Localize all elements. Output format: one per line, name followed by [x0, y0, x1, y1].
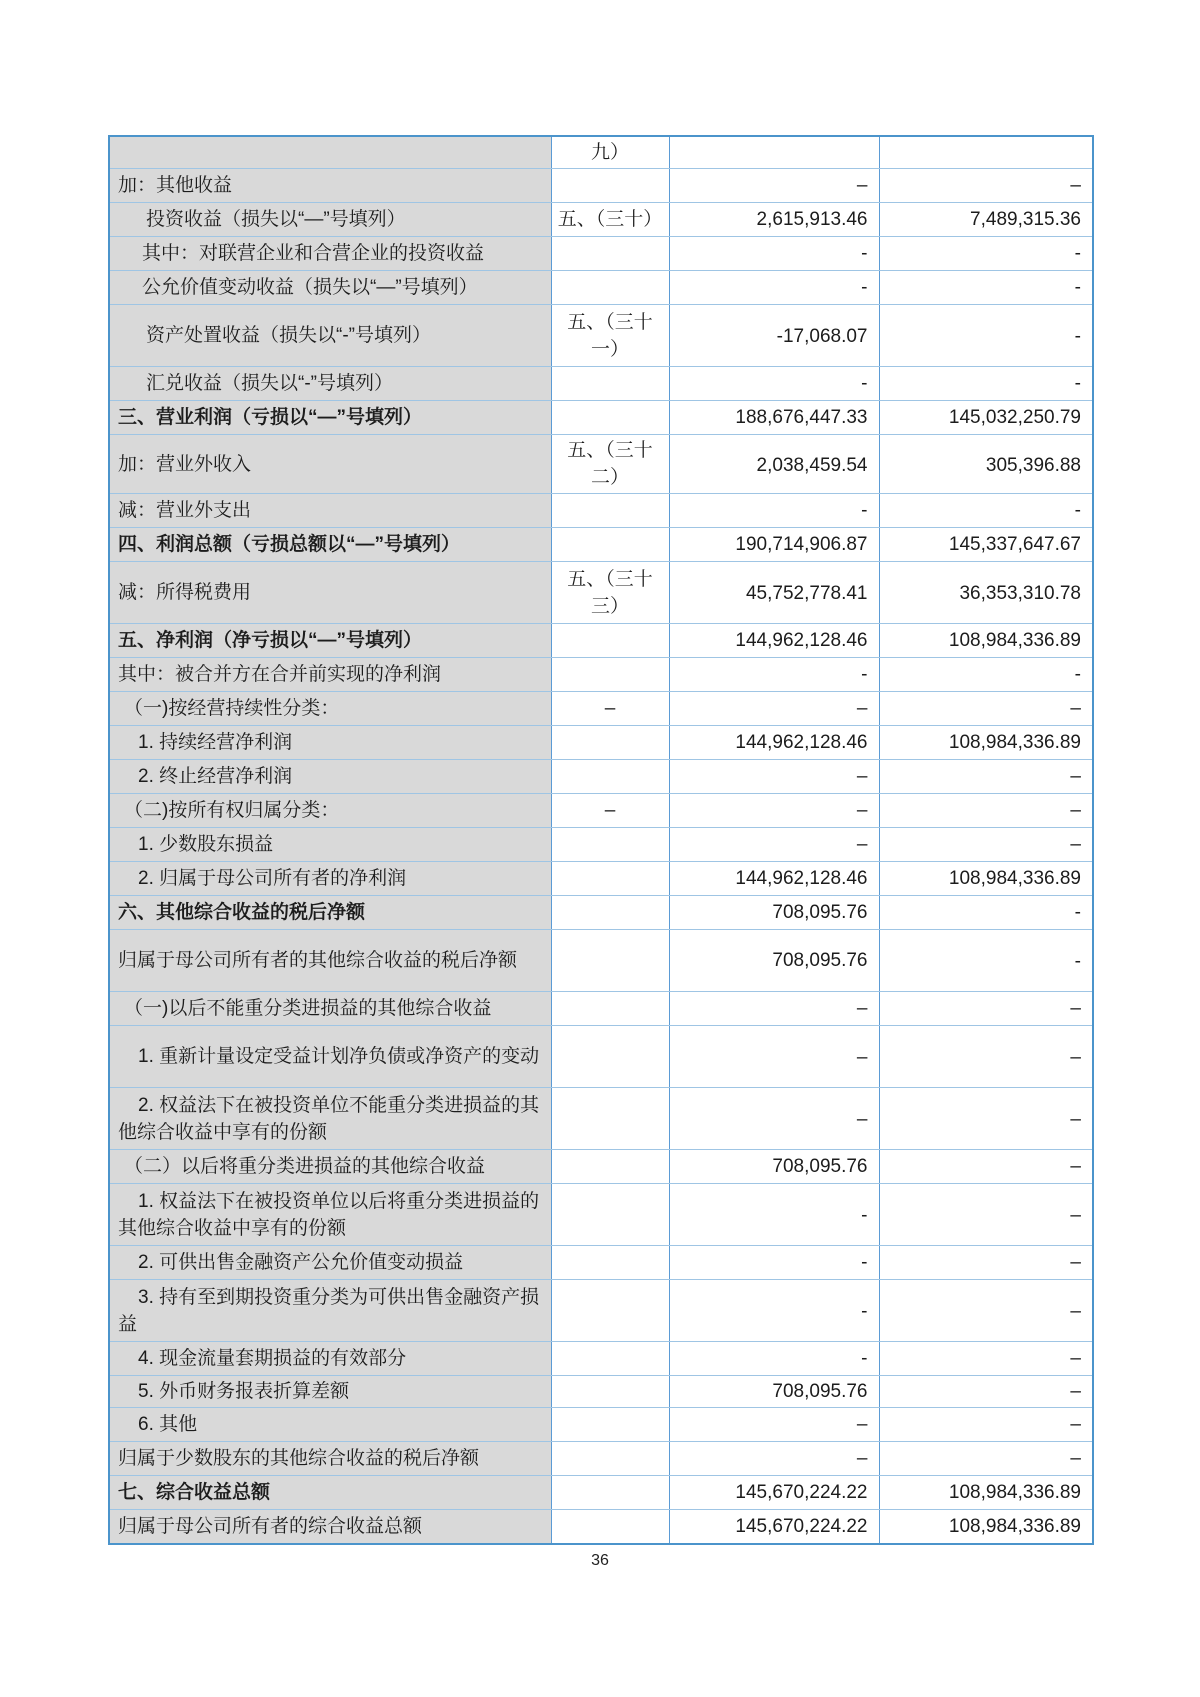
note-cell: 五、（三十三）	[551, 562, 669, 624]
item-label-cell: 1. 持续经营净利润	[109, 726, 551, 760]
table-row	[109, 760, 1093, 794]
table-row	[109, 1510, 1093, 1544]
note-cell: 九）	[551, 136, 669, 169]
amount-current-cell: 708,095.76	[669, 1150, 879, 1184]
amount-prior-cell: –	[879, 1408, 1093, 1442]
item-label-cell: 2. 可供出售金融资产公允价值变动损益	[109, 1246, 551, 1280]
note-cell	[551, 1026, 669, 1088]
table-row	[109, 1342, 1093, 1376]
table-row	[109, 203, 1093, 237]
table-row	[109, 435, 1093, 494]
amount-prior-cell: –	[879, 169, 1093, 203]
table-row	[109, 1184, 1093, 1246]
table-row	[109, 828, 1093, 862]
item-label-cell: 其中：对联营企业和合营企业的投资收益	[109, 237, 551, 271]
amount-current-cell: 708,095.76	[669, 1376, 879, 1408]
table-row	[109, 1408, 1093, 1442]
amount-current-cell: -	[669, 1342, 879, 1376]
note-cell	[551, 760, 669, 794]
amount-current-cell: -17,068.07	[669, 305, 879, 367]
item-label-cell: 加：营业外收入	[109, 435, 551, 494]
amount-current-cell: 188,676,447.33	[669, 401, 879, 435]
table-row	[109, 367, 1093, 401]
amount-prior-cell: 36,353,310.78	[879, 562, 1093, 624]
item-label-cell: （二)按所有权归属分类：	[109, 794, 551, 828]
amount-prior-cell: –	[879, 1088, 1093, 1150]
note-cell	[551, 237, 669, 271]
note-cell	[551, 1442, 669, 1476]
item-label-cell: 三、营业利润（亏损以“—”号填列）	[109, 401, 551, 435]
table-row	[109, 401, 1093, 435]
item-label-cell: 四、利润总额（亏损总额以“—”号填列）	[109, 528, 551, 562]
amount-current-cell: –	[669, 992, 879, 1026]
note-cell	[551, 367, 669, 401]
amount-current-cell: -	[669, 1184, 879, 1246]
note-cell	[551, 1376, 669, 1408]
amount-prior-cell: -	[879, 271, 1093, 305]
table-row	[109, 692, 1093, 726]
table-row	[109, 930, 1093, 992]
amount-current-cell: 190,714,906.87	[669, 528, 879, 562]
amount-current-cell: –	[669, 828, 879, 862]
table-row	[109, 794, 1093, 828]
note-cell: –	[551, 794, 669, 828]
amount-current-cell: 708,095.76	[669, 896, 879, 930]
amount-prior-cell: –	[879, 1026, 1093, 1088]
note-cell	[551, 494, 669, 528]
amount-current-cell: –	[669, 1026, 879, 1088]
note-cell	[551, 930, 669, 992]
amount-prior-cell: -	[879, 367, 1093, 401]
table-row	[109, 862, 1093, 896]
item-label-cell: 公允价值变动收益（损失以“—”号填列）	[109, 271, 551, 305]
note-cell: 五、（三十一）	[551, 305, 669, 367]
amount-current-cell: –	[669, 169, 879, 203]
table-row	[109, 1280, 1093, 1342]
amount-current-cell: 708,095.76	[669, 930, 879, 992]
amount-current-cell: 145,670,224.22	[669, 1476, 879, 1510]
table-row	[109, 1150, 1093, 1184]
table-row	[109, 1442, 1093, 1476]
amount-current-cell: -	[669, 367, 879, 401]
amount-prior-cell: 305,396.88	[879, 435, 1093, 494]
amount-prior-cell: 145,032,250.79	[879, 401, 1093, 435]
amount-prior-cell: 145,337,647.67	[879, 528, 1093, 562]
note-cell	[551, 624, 669, 658]
amount-prior-cell: -	[879, 896, 1093, 930]
amount-current-cell: 144,962,128.46	[669, 862, 879, 896]
amount-prior-cell: –	[879, 794, 1093, 828]
amount-prior-cell: -	[879, 237, 1093, 271]
table-row	[109, 992, 1093, 1026]
page-number: 36	[591, 1552, 609, 1569]
item-label-cell: （二）以后将重分类进损益的其他综合收益	[109, 1150, 551, 1184]
note-cell	[551, 401, 669, 435]
item-label-cell: 1. 重新计量设定受益计划净负债或净资产的变动	[109, 1026, 551, 1088]
amount-current-cell: -	[669, 237, 879, 271]
amount-current-cell: –	[669, 692, 879, 726]
item-label-cell: 5. 外币财务报表折算差额	[109, 1376, 551, 1408]
amount-prior-cell: –	[879, 692, 1093, 726]
amount-prior-cell: –	[879, 1150, 1093, 1184]
table-row	[109, 562, 1093, 624]
table-row	[109, 237, 1093, 271]
table-row	[109, 271, 1093, 305]
note-cell	[551, 1246, 669, 1280]
amount-current-cell: –	[669, 760, 879, 794]
item-label-cell: 六、其他综合收益的税后净额	[109, 896, 551, 930]
table-row	[109, 494, 1093, 528]
amount-current-cell: –	[669, 794, 879, 828]
note-cell	[551, 169, 669, 203]
amount-prior-cell: 108,984,336.89	[879, 1510, 1093, 1544]
item-label-cell: 归属于母公司所有者的其他综合收益的税后净额	[109, 930, 551, 992]
amount-current-cell: -	[669, 1246, 879, 1280]
item-label-cell: 2. 归属于母公司所有者的净利润	[109, 862, 551, 896]
amount-current-cell: –	[669, 1442, 879, 1476]
item-label-cell: 资产处置收益（损失以“-”号填列）	[109, 305, 551, 367]
item-label-cell: 加：其他收益	[109, 169, 551, 203]
table-row	[109, 136, 1093, 169]
table-row	[109, 1026, 1093, 1088]
item-label-cell: 投资收益（损失以“—”号填列）	[109, 203, 551, 237]
amount-prior-cell: –	[879, 1246, 1093, 1280]
table-row	[109, 726, 1093, 760]
amount-prior-cell: –	[879, 1442, 1093, 1476]
amount-prior-cell	[879, 136, 1093, 169]
note-cell	[551, 1342, 669, 1376]
amount-prior-cell: –	[879, 760, 1093, 794]
note-cell	[551, 862, 669, 896]
income-statement-table	[108, 135, 1094, 1545]
item-label-cell: 汇兑收益（损失以“-”号填列）	[109, 367, 551, 401]
item-label-cell: 4. 现金流量套期损益的有效部分	[109, 1342, 551, 1376]
amount-prior-cell: -	[879, 930, 1093, 992]
amount-current-cell: –	[669, 1088, 879, 1150]
amount-prior-cell: 108,984,336.89	[879, 1476, 1093, 1510]
amount-current-cell: 45,752,778.41	[669, 562, 879, 624]
item-label-cell: 2. 终止经营净利润	[109, 760, 551, 794]
item-label-cell: 五、净利润（净亏损以“—”号填列）	[109, 624, 551, 658]
note-cell: 五、（三十二）	[551, 435, 669, 494]
note-cell: 五、（三十）	[551, 203, 669, 237]
item-label-cell	[109, 136, 551, 169]
table-row	[109, 1246, 1093, 1280]
note-cell: –	[551, 692, 669, 726]
note-cell	[551, 1184, 669, 1246]
amount-current-cell: 145,670,224.22	[669, 1510, 879, 1544]
item-label-cell: 归属于少数股东的其他综合收益的税后净额	[109, 1442, 551, 1476]
table-row	[109, 658, 1093, 692]
item-label-cell: 其中：被合并方在合并前实现的净利润	[109, 658, 551, 692]
amount-current-cell: 2,038,459.54	[669, 435, 879, 494]
amount-prior-cell: 108,984,336.89	[879, 726, 1093, 760]
note-cell	[551, 1476, 669, 1510]
note-cell	[551, 271, 669, 305]
amount-current-cell	[669, 136, 879, 169]
amount-current-cell: 2,615,913.46	[669, 203, 879, 237]
amount-current-cell: 144,962,128.46	[669, 624, 879, 658]
amount-prior-cell: -	[879, 494, 1093, 528]
item-label-cell: 减：营业外支出	[109, 494, 551, 528]
note-cell	[551, 528, 669, 562]
amount-prior-cell: –	[879, 1184, 1093, 1246]
note-cell	[551, 1408, 669, 1442]
item-label-cell: （一)按经营持续性分类：	[109, 692, 551, 726]
note-cell	[551, 992, 669, 1026]
amount-prior-cell: 108,984,336.89	[879, 624, 1093, 658]
amount-prior-cell: –	[879, 828, 1093, 862]
income-statement-rows	[109, 136, 1093, 1544]
amount-prior-cell: 7,489,315.36	[879, 203, 1093, 237]
amount-prior-cell: –	[879, 992, 1093, 1026]
item-label-cell: 3. 持有至到期投资重分类为可供出售金融资产损益	[109, 1280, 551, 1342]
amount-prior-cell: –	[879, 1376, 1093, 1408]
amount-prior-cell: –	[879, 1280, 1093, 1342]
amount-prior-cell: -	[879, 658, 1093, 692]
item-label-cell: 减：所得税费用	[109, 562, 551, 624]
note-cell	[551, 1150, 669, 1184]
amount-current-cell: 144,962,128.46	[669, 726, 879, 760]
item-label-cell: 1. 少数股东损益	[109, 828, 551, 862]
note-cell	[551, 1510, 669, 1544]
amount-current-cell: -	[669, 658, 879, 692]
table-row	[109, 624, 1093, 658]
item-label-cell: 归属于母公司所有者的综合收益总额	[109, 1510, 551, 1544]
table-row	[109, 896, 1093, 930]
amount-current-cell: -	[669, 271, 879, 305]
amount-prior-cell: -	[879, 305, 1093, 367]
amount-prior-cell: 108,984,336.89	[879, 862, 1093, 896]
note-cell	[551, 658, 669, 692]
table-row	[109, 1376, 1093, 1408]
note-cell	[551, 896, 669, 930]
item-label-cell: 1. 权益法下在被投资单位以后将重分类进损益的其他综合收益中享有的份额	[109, 1184, 551, 1246]
table-row	[109, 1476, 1093, 1510]
note-cell	[551, 828, 669, 862]
amount-current-cell: -	[669, 1280, 879, 1342]
amount-current-cell: -	[669, 494, 879, 528]
item-label-cell: （一)以后不能重分类进损益的其他综合收益	[109, 992, 551, 1026]
amount-current-cell: –	[669, 1408, 879, 1442]
item-label-cell: 七、综合收益总额	[109, 1476, 551, 1510]
note-cell	[551, 1280, 669, 1342]
table-row	[109, 1088, 1093, 1150]
note-cell	[551, 726, 669, 760]
table-row	[109, 169, 1093, 203]
table-row	[109, 305, 1093, 367]
note-cell	[551, 1088, 669, 1150]
item-label-cell: 6. 其他	[109, 1408, 551, 1442]
item-label-cell: 2. 权益法下在被投资单位不能重分类进损益的其他综合收益中享有的份额	[109, 1088, 551, 1150]
amount-prior-cell: –	[879, 1342, 1093, 1376]
table-row	[109, 528, 1093, 562]
